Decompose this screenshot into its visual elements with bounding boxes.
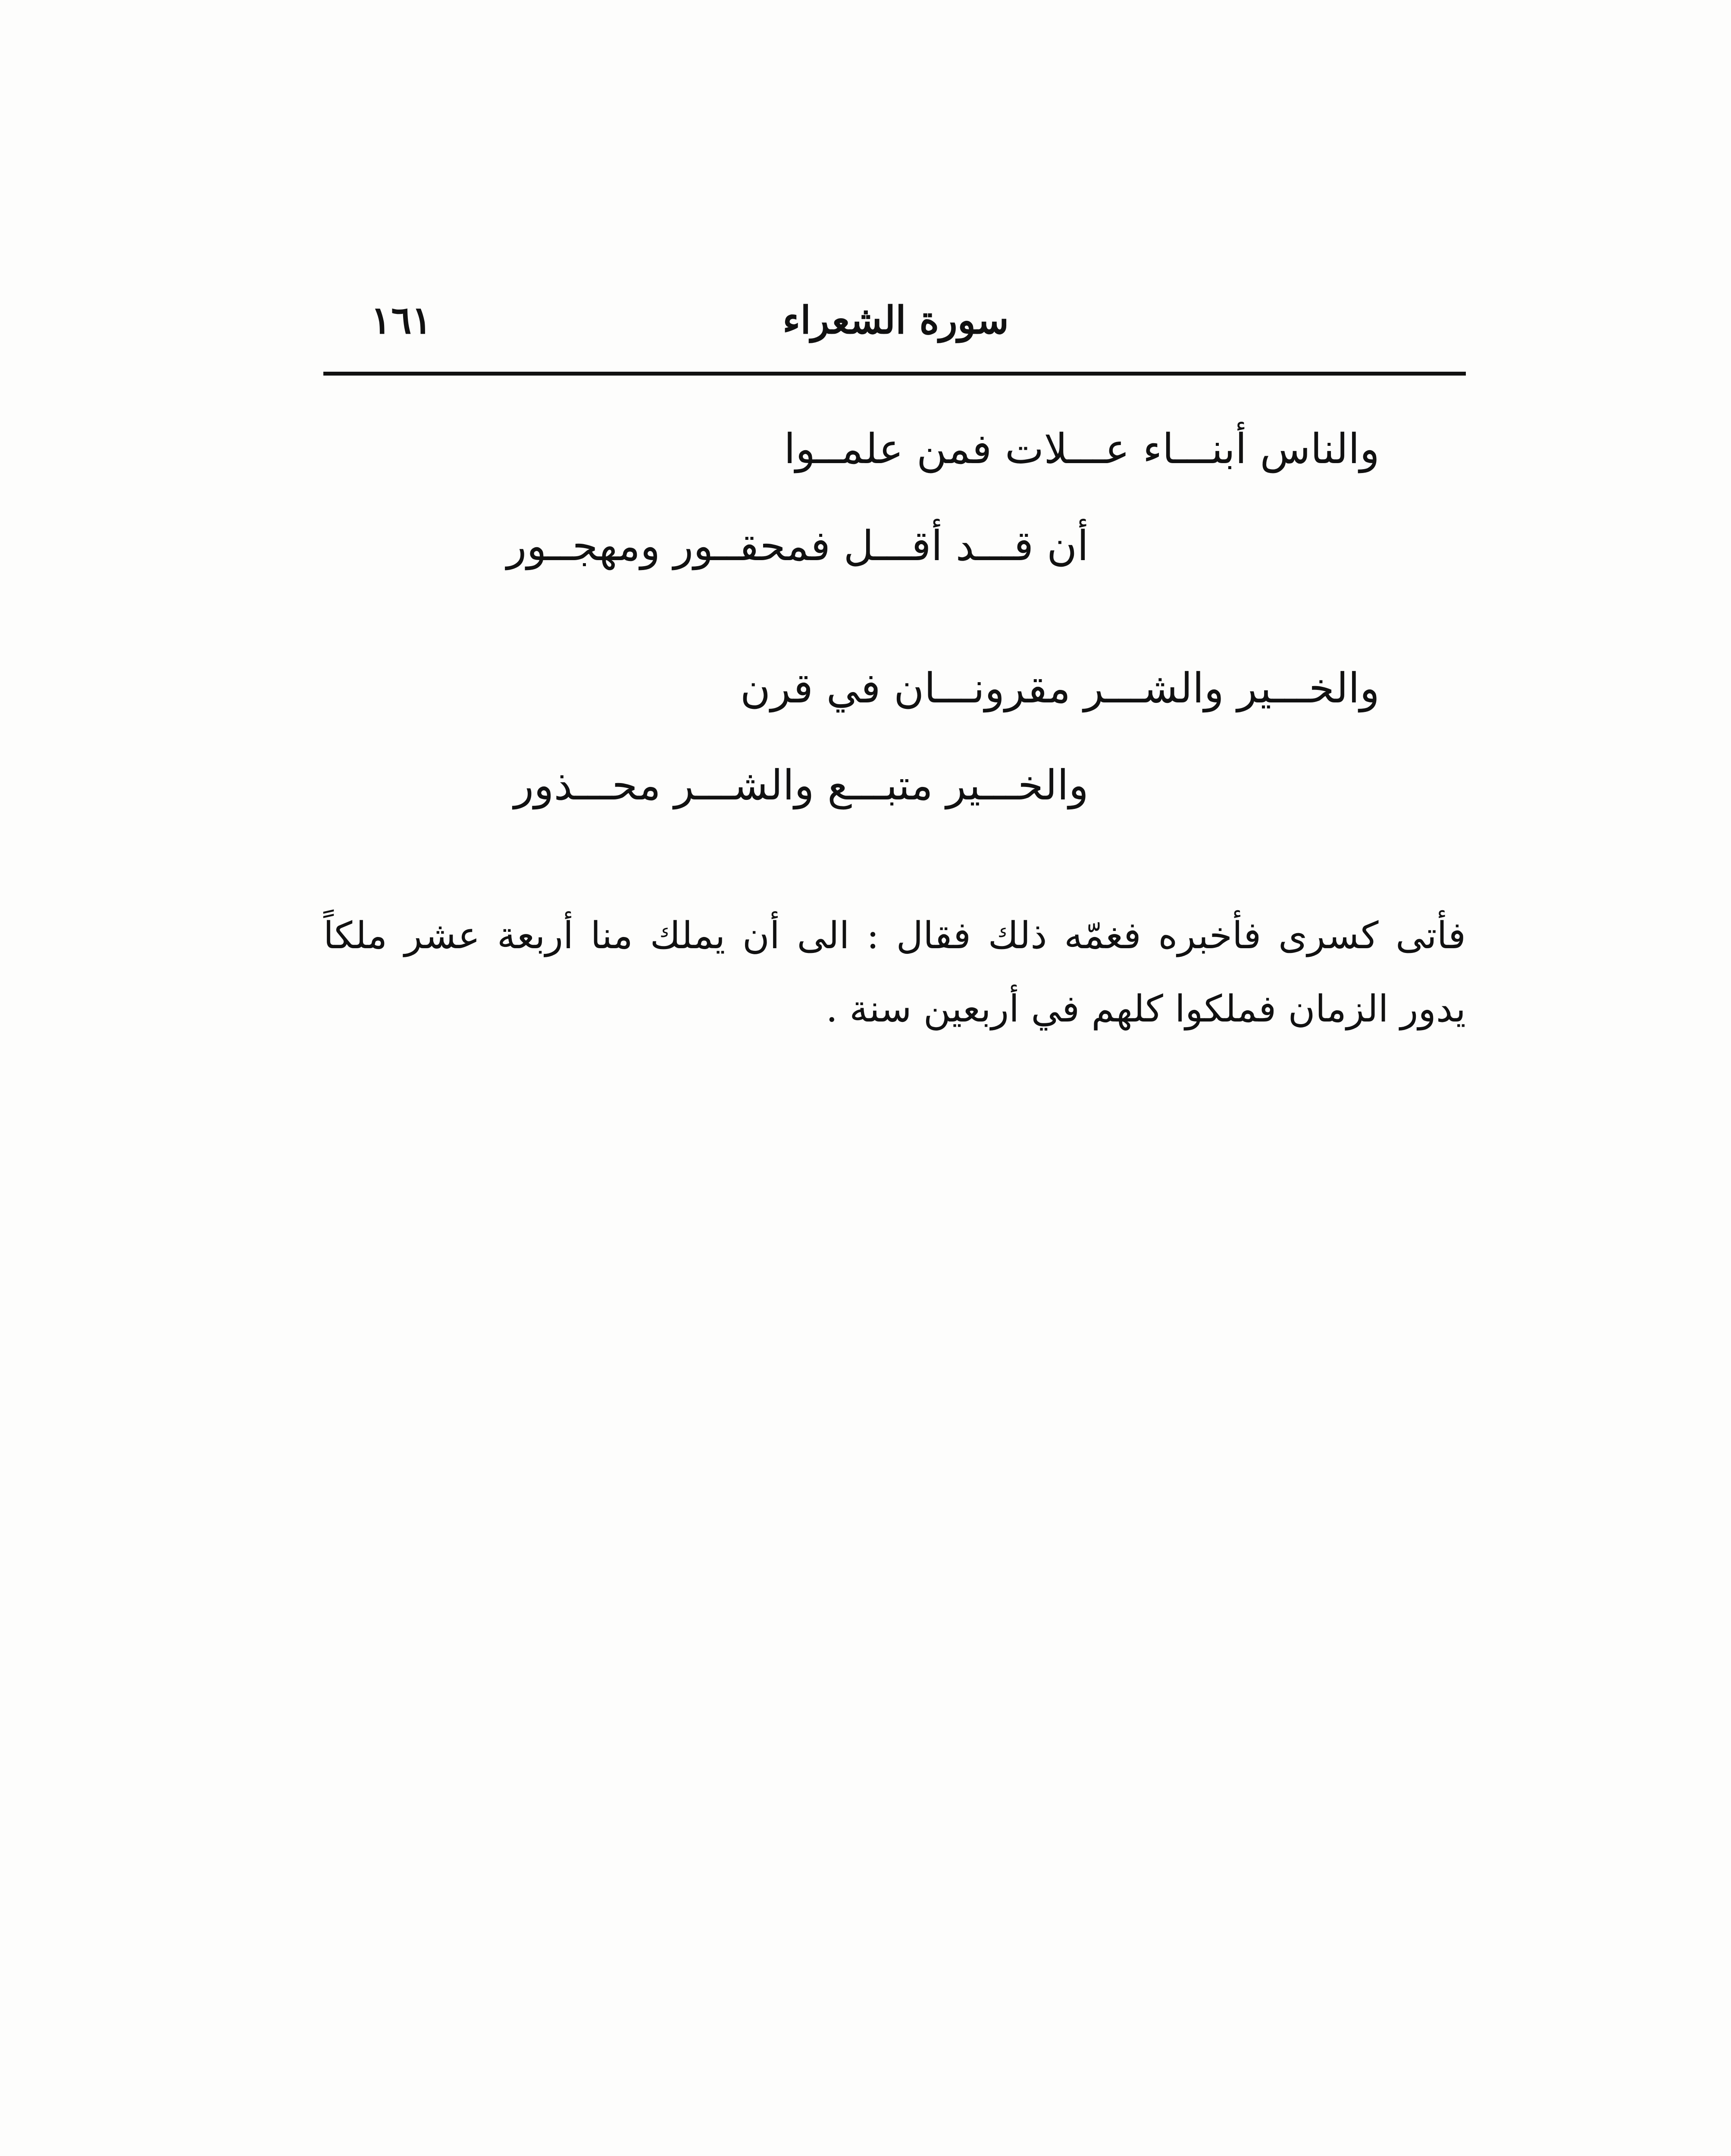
verse-line-2: أن قـــد أقـــل فمحقــور ومهجــور [507,522,1089,570]
header-rule [323,372,1466,376]
page-header [323,298,1466,354]
verse-line-4: والخـــير متبـــع والشـــر محـــذور [513,761,1089,809]
verse-line-1: والناس أبنـــاء عـــلات فمن علمــوا [784,425,1380,473]
verse-line-3: والخـــير والشـــر مقرونـــان في قرن [740,664,1380,712]
body-paragraph: فأتى كسرى فأخبره فغمّه ذلك فقال : الى أن يملك منا أربعة عشر ملكاً يدور الزمان فملكوا كلهم في أربعين سنة . [323,914,1466,1031]
chapter-title: سورة الشعراء [782,298,1009,342]
page-number: ١٦١ [371,298,432,342]
